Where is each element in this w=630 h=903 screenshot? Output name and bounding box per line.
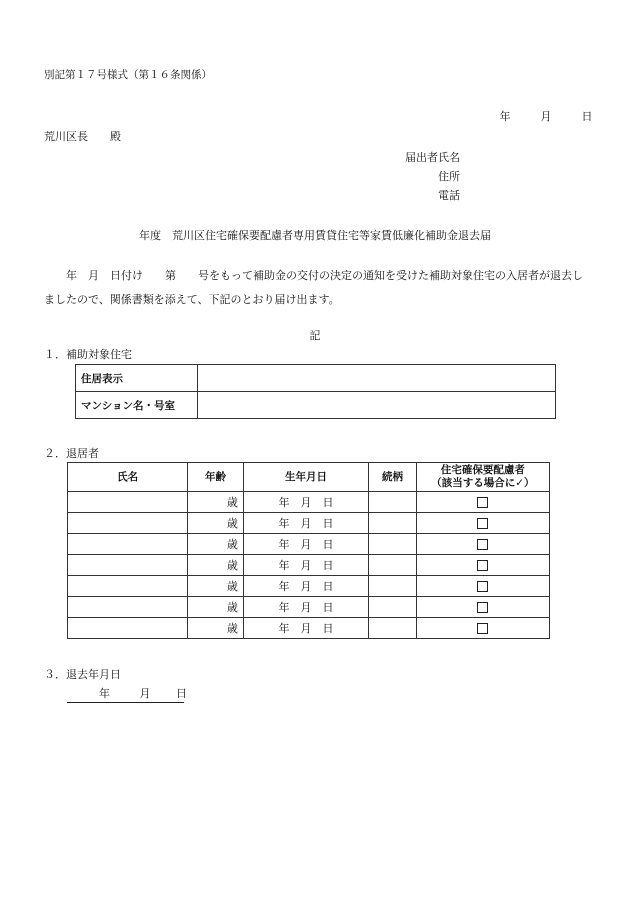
occupant-birthdate-cell[interactable]	[243, 534, 368, 555]
birth-year: 年	[278, 622, 290, 635]
occupant-birthdate-cell[interactable]	[243, 618, 368, 639]
table-row	[68, 555, 550, 576]
occupant-age-cell[interactable]	[188, 597, 244, 618]
document-title: 年度 荒川区住宅確保要配慮者専用賃貸住宅等家賃低廉化補助金退去届	[139, 229, 491, 242]
moveout-date-field[interactable]	[67, 685, 187, 703]
occupant-relationship-cell[interactable]	[369, 534, 417, 555]
occupant-age-cell[interactable]	[188, 576, 244, 597]
applicant-block	[400, 148, 460, 205]
birth-year: 年	[278, 496, 290, 509]
occupant-rows	[68, 492, 550, 639]
occupant-care-cell	[416, 555, 549, 576]
section1-heading: １．補助対象住宅	[44, 348, 132, 361]
table-row	[76, 365, 556, 392]
occupant-age-cell[interactable]	[188, 618, 244, 639]
ki-heading: 記	[309, 329, 321, 342]
table-row	[68, 513, 550, 534]
birth-day: 日	[322, 622, 334, 635]
building-room-label: マンション名・号室	[76, 392, 198, 419]
date-month: 月	[540, 110, 552, 123]
addressee: 荒川区長 殿	[44, 130, 121, 143]
table-row	[68, 576, 550, 597]
form-number: 別記第１７号様式（第１６条関係）	[44, 69, 212, 81]
table-row	[76, 392, 556, 419]
care-needed-checkbox[interactable]	[477, 623, 488, 634]
column-birthdate: 生年月日	[243, 463, 368, 492]
occupant-name-cell[interactable]	[68, 597, 188, 618]
occupant-age-cell[interactable]	[188, 534, 244, 555]
table-row	[68, 597, 550, 618]
care-needed-checkbox[interactable]	[477, 518, 488, 529]
applicant-name-label: 届出者氏名	[405, 151, 460, 164]
submission-date	[496, 108, 596, 124]
age-unit: 歳	[226, 622, 238, 635]
occupant-birthdate-cell[interactable]	[243, 597, 368, 618]
care-needed-checkbox[interactable]	[477, 539, 488, 550]
table-header-row	[68, 463, 550, 492]
birth-day: 日	[322, 496, 334, 509]
occupant-care-cell	[416, 513, 549, 534]
care-needed-checkbox[interactable]	[477, 602, 488, 613]
birth-day: 日	[322, 580, 334, 593]
occupant-name-cell[interactable]	[68, 555, 188, 576]
occupant-age-cell[interactable]	[188, 555, 244, 576]
occupant-age-cell[interactable]	[188, 492, 244, 513]
birth-day: 日	[322, 601, 334, 614]
occupant-relationship-cell[interactable]	[369, 576, 417, 597]
address-label: 住居表示	[76, 365, 198, 392]
birth-year: 年	[278, 601, 290, 614]
column-care-needed	[416, 463, 549, 492]
occupant-name-cell[interactable]	[68, 513, 188, 534]
birth-day: 日	[322, 559, 334, 572]
applicant-phone-label: 電話	[438, 189, 460, 202]
section2-heading: ２．退居者	[44, 447, 99, 460]
building-room-field[interactable]	[198, 392, 556, 419]
age-unit: 歳	[226, 601, 238, 614]
occupant-birthdate-cell[interactable]	[243, 492, 368, 513]
occupant-name-cell[interactable]	[68, 534, 188, 555]
age-unit: 歳	[226, 496, 238, 509]
birth-day: 日	[322, 538, 334, 551]
occupant-relationship-cell[interactable]	[369, 513, 417, 534]
date-day: 日	[581, 110, 593, 123]
birth-month: 月	[300, 496, 312, 509]
section3-heading: ３．退去年月日	[44, 668, 121, 681]
target-housing-table	[75, 364, 556, 419]
column-relationship: 続柄	[369, 463, 417, 492]
column-age: 年齢	[188, 463, 244, 492]
occupant-birthdate-cell[interactable]	[243, 555, 368, 576]
occupant-care-cell	[416, 597, 549, 618]
table-row	[68, 534, 550, 555]
moveout-month: 月	[139, 687, 151, 700]
occupant-care-cell	[416, 534, 549, 555]
table-row	[68, 618, 550, 639]
age-unit: 歳	[226, 559, 238, 572]
applicant-address-label: 住所	[438, 170, 460, 183]
birth-day: 日	[322, 517, 334, 530]
moveout-year: 年	[99, 687, 110, 700]
care-needed-checkbox[interactable]	[477, 497, 488, 508]
age-unit: 歳	[226, 517, 238, 530]
birth-month: 月	[300, 517, 312, 530]
care-header-line2: （該当する場合に✓）	[431, 477, 535, 489]
occupant-relationship-cell[interactable]	[369, 597, 417, 618]
occupant-age-cell[interactable]	[188, 513, 244, 534]
occupant-name-cell[interactable]	[68, 576, 188, 597]
date-year: 年	[499, 110, 511, 123]
age-unit: 歳	[226, 538, 238, 551]
occupant-table	[67, 462, 550, 639]
birth-month: 月	[300, 580, 312, 593]
birth-year: 年	[278, 517, 290, 530]
body-text: 年 月 日付け 第 号をもって補助金の交付の決定の通知を受けた補助対象住宅の入居者が退去しましたので、関係書類を添えて、下記のとおり届け出ます。	[44, 269, 583, 306]
occupant-care-cell	[416, 492, 549, 513]
birth-year: 年	[278, 559, 290, 572]
occupant-birthdate-cell[interactable]	[243, 513, 368, 534]
birth-month: 月	[300, 559, 312, 572]
occupant-care-cell	[416, 576, 549, 597]
birth-year: 年	[278, 538, 290, 551]
occupant-name-cell[interactable]	[68, 492, 188, 513]
occupant-relationship-cell[interactable]	[369, 492, 417, 513]
age-unit: 歳	[226, 580, 238, 593]
occupant-name-cell[interactable]	[68, 618, 188, 639]
occupant-birthdate-cell[interactable]	[243, 576, 368, 597]
birth-month: 月	[300, 601, 312, 614]
occupant-relationship-cell[interactable]	[369, 555, 417, 576]
column-name: 氏名	[68, 463, 188, 492]
moveout-day: 日	[176, 687, 187, 700]
care-header-line1: 住宅確保要配慮者	[440, 464, 525, 476]
birth-year: 年	[278, 580, 290, 593]
occupant-relationship-cell[interactable]	[369, 618, 417, 639]
care-needed-checkbox[interactable]	[477, 560, 488, 571]
occupant-care-cell	[416, 618, 549, 639]
birth-month: 月	[300, 538, 312, 551]
table-row	[68, 492, 550, 513]
care-needed-checkbox[interactable]	[477, 581, 488, 592]
birth-month: 月	[300, 622, 312, 635]
address-field[interactable]	[198, 365, 556, 392]
